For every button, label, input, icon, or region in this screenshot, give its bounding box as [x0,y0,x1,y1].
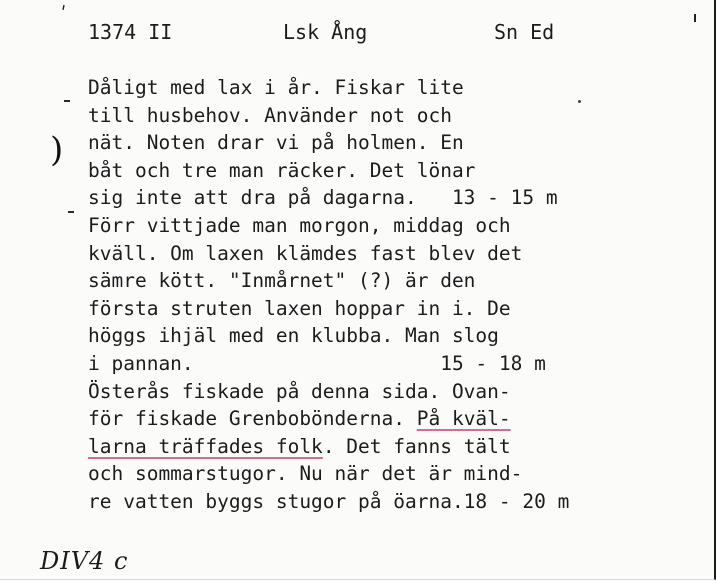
record-id: 1374 II [88,20,173,44]
text-line-3: nät. Noten drar vi på holmen. En [88,131,464,155]
text-line-15: och sommarstugor. Nu när det är mind- [88,462,523,486]
text-line-4: båt och tre man räcker. Det lönar [88,158,476,182]
text-line-16: re vatten byggs stugor på öarna.18 - 20 m [88,489,570,513]
handwritten-archive-code: DIV4 c [40,547,129,575]
text-line-10: höggs ihjäl med en klubba. Man slog [88,324,499,348]
highlighted-phrase-start: På kväl- [416,407,511,431]
highlighted-phrase-end: larna träffades folk [88,434,323,458]
margin-tick-1 [64,100,70,102]
text-line-2: till husbehov. Använder not och [88,103,452,127]
text-line-9: första struten laxen hoppar in i. De [88,296,511,320]
text-line-11: i pannan. 15 - 18 m [88,351,546,375]
corner-tick-mark [694,14,696,22]
margin-tick-2 [68,211,74,213]
text-line-14 [88,433,688,461]
text-line-5: sig inte att dra på dagarna. 13 - 15 m [88,186,558,210]
text-line-13 [88,405,688,433]
text-line-7: kväll. Om laxen klämdes fast blev det [88,241,523,265]
text-line-12: Österås fiskade på denna sida. Ovan- [88,379,511,403]
text-line-6: Förr vittjade man morgon, middag och [88,213,511,237]
corner-pencil-mark: ' [57,1,68,24]
location-code: Lsk Ång [283,20,368,44]
text-line-13-start: för fiskade Grenbobönderna. [88,407,417,431]
text-line-8: sämre kött. "Inmårnet" (?) är den [88,269,476,293]
parish-code: Sn Ed [494,20,555,44]
typed-text-block [88,74,688,516]
margin-bracket: ) [50,130,64,170]
text-line-1: Dåligt med lax i år. Fiskar lite [88,76,464,99]
text-line-14-rest: . Det fanns tält [322,434,511,458]
